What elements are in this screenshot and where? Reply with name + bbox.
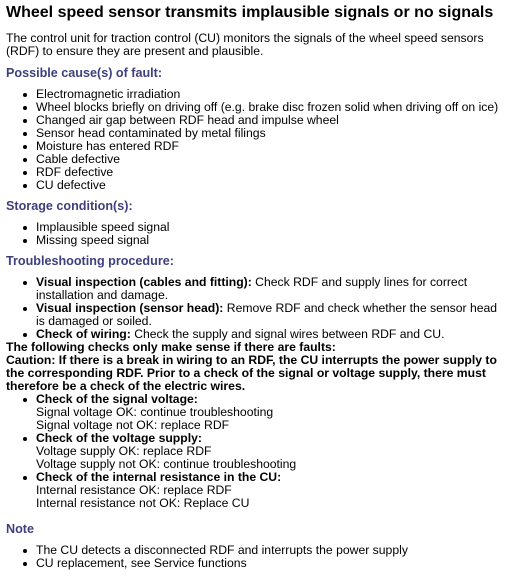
check-label: Check of the internal resistance in the CU: bbox=[36, 470, 282, 484]
check-result: Voltage supply not OK: continue troubleshooting bbox=[36, 457, 297, 471]
troubleshooting-item bbox=[36, 302, 509, 328]
step-text: Check RDF and supply lines for correct installation and damage. bbox=[36, 275, 468, 302]
check-item bbox=[36, 393, 509, 432]
cause-item: Sensor head contaminated by metal filings bbox=[36, 127, 509, 140]
cause-item: Changed air gap between RDF head and impulse wheel bbox=[36, 114, 509, 127]
check-result: Signal voltage OK: continue troubleshooting bbox=[36, 405, 274, 419]
causes-list bbox=[6, 88, 509, 192]
check-item bbox=[36, 471, 509, 510]
troubleshooting-item bbox=[36, 276, 509, 302]
step-text: Remove RDF and check whether the sensor head is damaged or soiled. bbox=[36, 301, 498, 328]
cause-item: Cable defective bbox=[36, 153, 509, 166]
note-list bbox=[6, 544, 509, 570]
step-text: Check the supply and signal wires between RDF and CU. bbox=[130, 327, 445, 341]
storage-item: Implausible speed signal bbox=[36, 221, 509, 234]
troubleshooting-item bbox=[36, 328, 509, 341]
checks-note: The following checks only make sense if there are faults: bbox=[6, 340, 336, 354]
cause-item: Wheel blocks briefly on driving off (e.g. brake disc frozen solid when driving off on ice) bbox=[36, 101, 509, 114]
check-result: Internal resistance OK: replace RDF bbox=[36, 483, 232, 497]
storage-list bbox=[6, 221, 509, 247]
check-result: Internal resistance not OK: Replace CU bbox=[36, 496, 250, 510]
page-title: Wheel speed sensor transmits implausible signals or no signals bbox=[6, 4, 494, 21]
step-label: Check of wiring: bbox=[36, 327, 131, 341]
step-label: Visual inspection (sensor head): bbox=[36, 301, 224, 315]
causes-heading: Possible cause(s) of fault: bbox=[6, 66, 163, 80]
cause-item: CU defective bbox=[36, 179, 509, 192]
cause-item: Moisture has entered RDF bbox=[36, 140, 509, 153]
check-result: Signal voltage not OK: replace RDF bbox=[36, 418, 230, 432]
checks-list bbox=[6, 393, 509, 510]
check-label: Check of the signal voltage: bbox=[36, 392, 198, 406]
note-item: The CU detects a disconnected RDF and interrupts the power supply bbox=[36, 544, 509, 557]
check-result: Voltage supply OK: replace RDF bbox=[36, 444, 212, 458]
troubleshooting-list bbox=[6, 276, 509, 341]
step-label: Visual inspection (cables and fitting): bbox=[36, 275, 252, 289]
troubleshooting-heading: Troubleshooting procedure: bbox=[6, 254, 174, 268]
check-item bbox=[36, 432, 509, 471]
note-heading: Note bbox=[6, 522, 34, 536]
cause-item: RDF defective bbox=[36, 166, 509, 179]
check-label: Check of the voltage supply: bbox=[36, 431, 202, 445]
storage-item: Missing speed signal bbox=[36, 234, 509, 247]
caution-text: Caution: If there is a break in wiring to an RDF, the CU interrupts the power supply to the corresponding RDF. Prior to a check of the signal or voltage supply, there must therefore be a check of the electric wires. bbox=[6, 353, 497, 393]
cause-item: Electromagnetic irradiation bbox=[36, 88, 509, 101]
intro-text: The control unit for traction control (CU) monitors the signals of the wheel speed sensors (RDF) to ensure they are present and plausible. bbox=[6, 31, 484, 58]
note-item: CU replacement, see Service functions bbox=[36, 557, 509, 570]
storage-heading: Storage condition(s): bbox=[6, 199, 133, 213]
